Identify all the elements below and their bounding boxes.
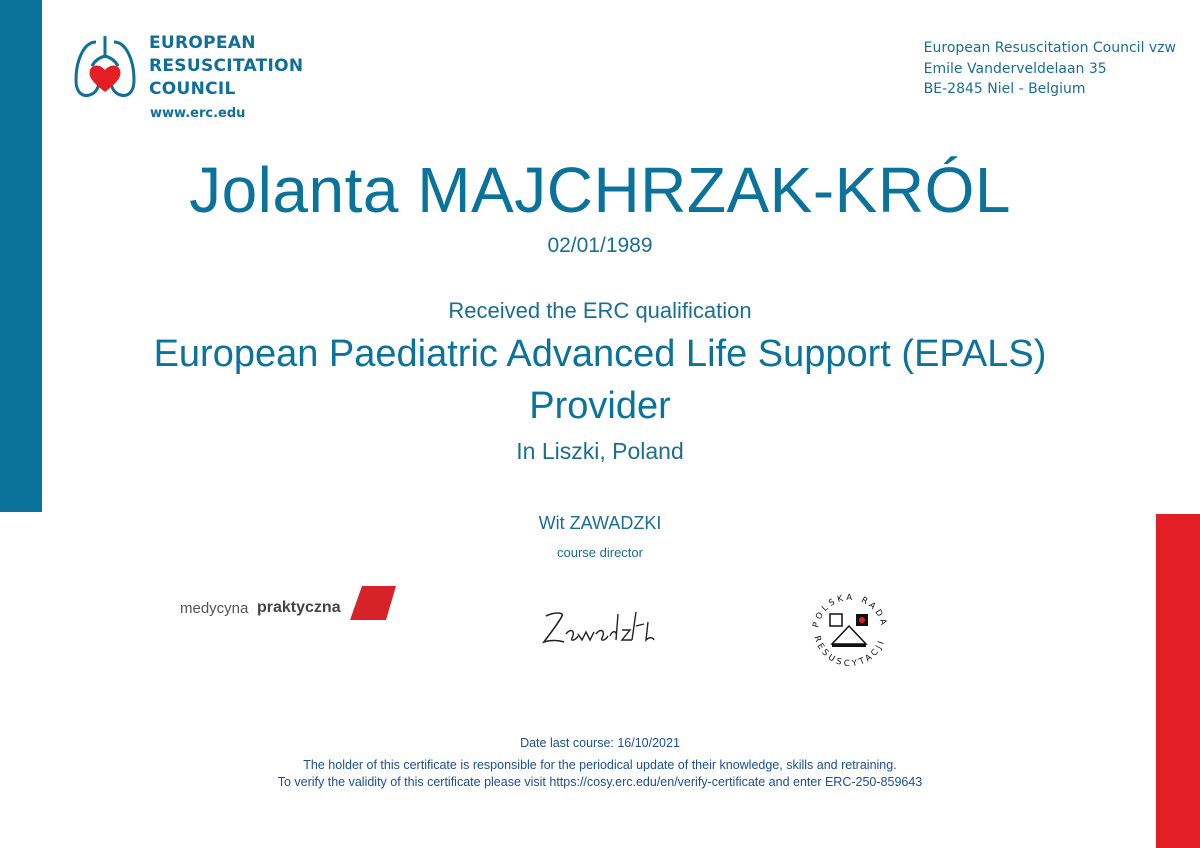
- svg-text:RESUSCYTACJI: RESUSCYTACJI: [811, 634, 888, 670]
- holder-name: Jolanta MAJCHRZAK-KRÓL: [189, 154, 1011, 226]
- lungs-heart-icon: [72, 32, 142, 104]
- director-role: course director: [557, 545, 643, 560]
- mp-logo-word-2: praktyczna: [257, 599, 341, 616]
- qualification-level: Provider: [529, 385, 671, 427]
- logo-text-line-1: EUROPEAN: [149, 33, 256, 53]
- logo-website: www.erc.edu: [150, 106, 246, 121]
- director-name: Wit ZAWADZKI: [538, 513, 662, 533]
- logo-text-line-3: COUNCIL: [149, 79, 236, 99]
- received-text: Received the ERC qualification: [448, 298, 752, 323]
- medycyna-praktyczna-logo: [180, 586, 400, 626]
- right-red-bar: [1156, 514, 1200, 848]
- verification-note: To verify the validity of this certificate please visit https://cosy.erc.edu/en/verify-certificate and enter ERC-250-859643: [277, 775, 923, 789]
- mp-red-parallelogram-icon: [350, 586, 396, 622]
- logo-text-line-2: RESUSCITATION: [149, 56, 304, 76]
- address-line-2: Emile Vanderveldelaan 35: [923, 60, 1107, 77]
- date-of-birth: 02/01/1989: [547, 234, 653, 257]
- mp-logo-word-1: medycyna: [180, 600, 249, 617]
- director-signature: [540, 600, 660, 652]
- address-line-1: European Resuscitation Council vzw: [923, 40, 1176, 56]
- qualification-title: European Paediatric Advanced Life Support (EPALS): [153, 333, 1047, 375]
- polska-rada-resuscytacji-seal: [800, 580, 900, 680]
- date-last-course: Date last course: 16/10/2021: [520, 736, 680, 750]
- responsibility-note: The holder of this certificate is responsible for the periodical update of their knowledge, skills and retraining.: [303, 758, 897, 772]
- council-address: [924, 38, 1176, 100]
- address-line-3: BE-2845 Niel - Belgium: [923, 81, 1086, 97]
- erc-logo: [72, 30, 312, 125]
- svg-text:POLSKA RADA: POLSKA RADA: [811, 592, 889, 629]
- course-location: In Liszki, Poland: [516, 438, 684, 464]
